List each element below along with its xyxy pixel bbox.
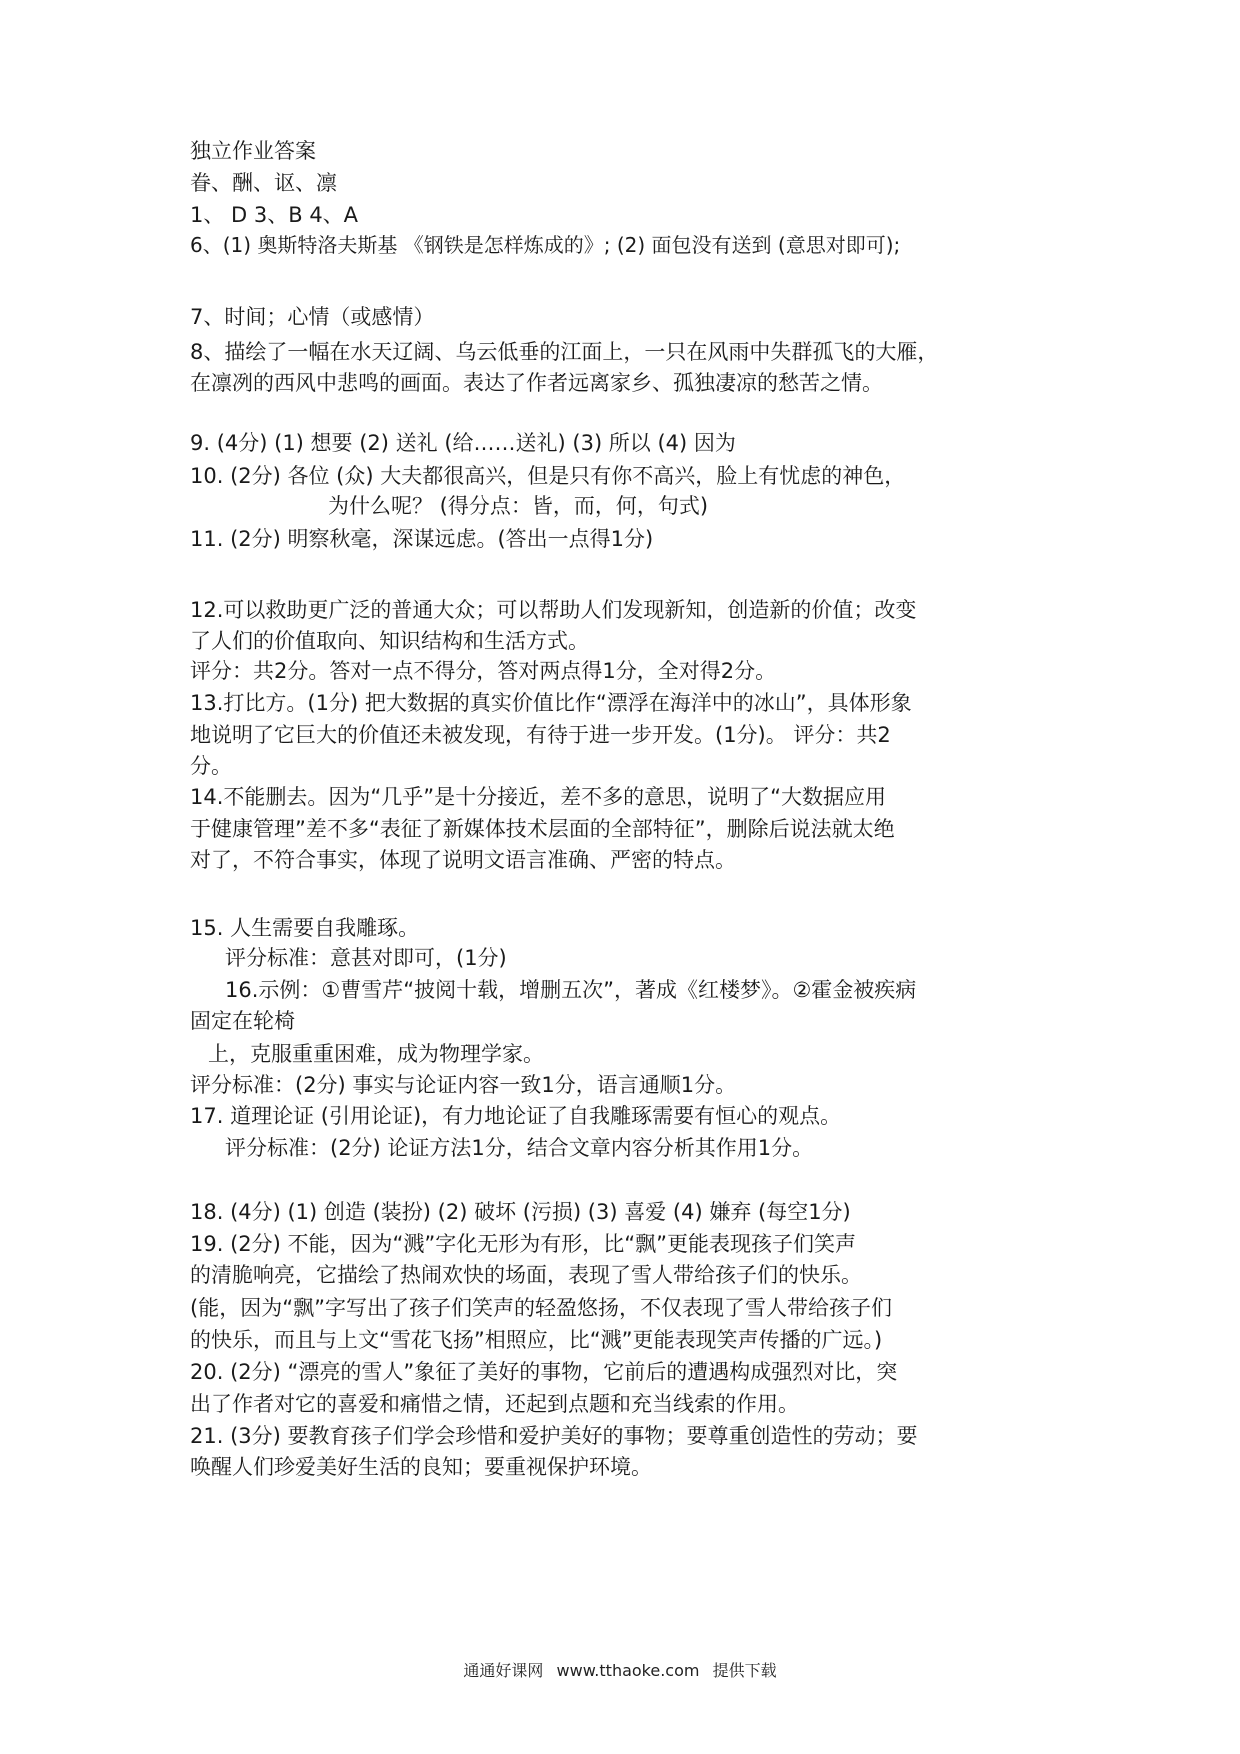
answer-line: 18. (4分) (1) 创造 (装扮) (2) 破坏 (污损) (3) 喜爱 (4) 嫌弃 (每空1分) xyxy=(190,1200,851,1224)
answer-line: 的清脆响亮，它描绘了热闹欢快的场面，表现了雪人带给孩子们的快乐。 xyxy=(190,1263,862,1287)
answer-line: 为什么呢？ (得分点：皆，而，何，句式) xyxy=(328,494,709,518)
answer-line: 评分标准：(2分) 事实与论证内容一致1分，语言通顺1分。 xyxy=(190,1073,737,1097)
answer-line: 唤醒人们珍爱美好生活的良知；要重视保护环境。 xyxy=(190,1455,652,1479)
answer-line: 评分：共2分。答对一点不得分，答对两点得1分，全对得2分。 xyxy=(190,659,777,683)
answer-line: 13.打比方。(1分) 把大数据的真实价值比作“漂浮在海洋中的冰山”，具体形象 xyxy=(190,691,912,715)
page-footer xyxy=(0,1658,1240,1681)
answer-line: 评分标准：(2分) 论证方法1分，结合文章内容分析其作用1分。 xyxy=(225,1136,814,1160)
answer-line: 21. (3分) 要教育孩子们学会珍惜和爱护美好的事物；要尊重创造性的劳动；要 xyxy=(190,1424,918,1448)
answer-line: 16.示例：①曹雪芹“披阅十载，增删五次”，著成《红楼梦》。②霍金被疾病 xyxy=(225,978,917,1002)
answer-line: 在凛冽的西风中悲鸣的画面。表达了作者远离家乡、孤独凄凉的愁苦之情。 xyxy=(190,371,883,395)
footer-site-name: 通通好课网 xyxy=(463,1661,544,1680)
answer-line: 对了，不符合事实，体现了说明文语言准确、严密的特点。 xyxy=(190,848,736,872)
answer-line: 14.不能删去。因为“几乎”是十分接近，差不多的意思，说明了“大数据应用 xyxy=(190,785,887,809)
answer-line: 11. (2分) 明察秋毫，深谋远虑。(答出一点得1分) xyxy=(190,527,654,551)
answer-line: 7、时间；心情（或感情） xyxy=(190,305,435,329)
answer-line: 15. 人生需要自我雕琢。 xyxy=(190,916,420,940)
answer-line: 于健康管理”差不多“表征了新媒体技术层面的全部特征”，删除后说法就太绝 xyxy=(190,817,895,841)
answer-line: 6、(1) 奥斯特洛夫斯基 《钢铁是怎样炼成的》; (2) 面包没有送到 (意思对即可); xyxy=(190,233,901,257)
footer-suffix: 提供下载 xyxy=(712,1661,777,1680)
answer-line: 出了作者对它的喜爱和痛惜之情，还起到点题和充当线索的作用。 xyxy=(190,1392,799,1416)
answer-line: 9. (4分) (1) 想要 (2) 送礼 (给……送礼) (3) 所以 (4) 因为 xyxy=(190,431,736,455)
answer-line: 19. (2分) 不能，因为“溅”字化无形为有形，比“飘”更能表现孩子们笑声 xyxy=(190,1232,857,1256)
answer-line: 地说明了它巨大的价值还未被发现，有待于进一步开发。(1分)。 评分：共2 xyxy=(190,723,891,747)
answer-line: 17. 道理论证 (引用论证)，有力地论证了自我雕琢需要有恒心的观点。 xyxy=(190,1104,842,1128)
answer-line: 分。 xyxy=(190,754,232,778)
answer-line: 了人们的价值取向、知识结构和生活方式。 xyxy=(190,629,589,653)
answer-line: 10. (2分) 各位 (众) 大夫都很高兴，但是只有你不高兴，脸上有忧虑的神色， xyxy=(190,464,906,488)
answer-line: 评分标准：意甚对即可，(1分) xyxy=(225,946,507,970)
answer-line: 固定在轮椅 xyxy=(190,1009,295,1033)
answer-line: (能，因为“飘”字写出了孩子们笑声的轻盈悠扬，不仅表现了雪人带给孩子们 xyxy=(190,1296,892,1320)
answer-line: 1、 D 3、B 4、A xyxy=(190,203,359,227)
answer-line: 12.可以救助更广泛的普通大众；可以帮助人们发现新知，创造新的价值；改变 xyxy=(190,598,917,622)
answer-line: 的快乐，而且与上文“雪花飞扬”相照应，比“溅”更能表现笑声传播的广远。) xyxy=(190,1328,883,1352)
document-title: 独立作业答案 xyxy=(190,139,316,163)
answer-line: 8、描绘了一幅在水天辽阔、乌云低垂的江面上，一只在风雨中失群孤飞的大雁， xyxy=(190,340,939,364)
answer-line: 上，克服重重困难，成为物理学家。 xyxy=(208,1042,544,1066)
answer-line: 20. (2分) “漂亮的雪人”象征了美好的事物，它前后的遭遇构成强烈对比，突 xyxy=(190,1360,898,1384)
footer-url-link[interactable]: www.tthaoke.com xyxy=(556,1661,700,1680)
answer-line: 眷、酬、讴、凛 xyxy=(190,171,337,195)
